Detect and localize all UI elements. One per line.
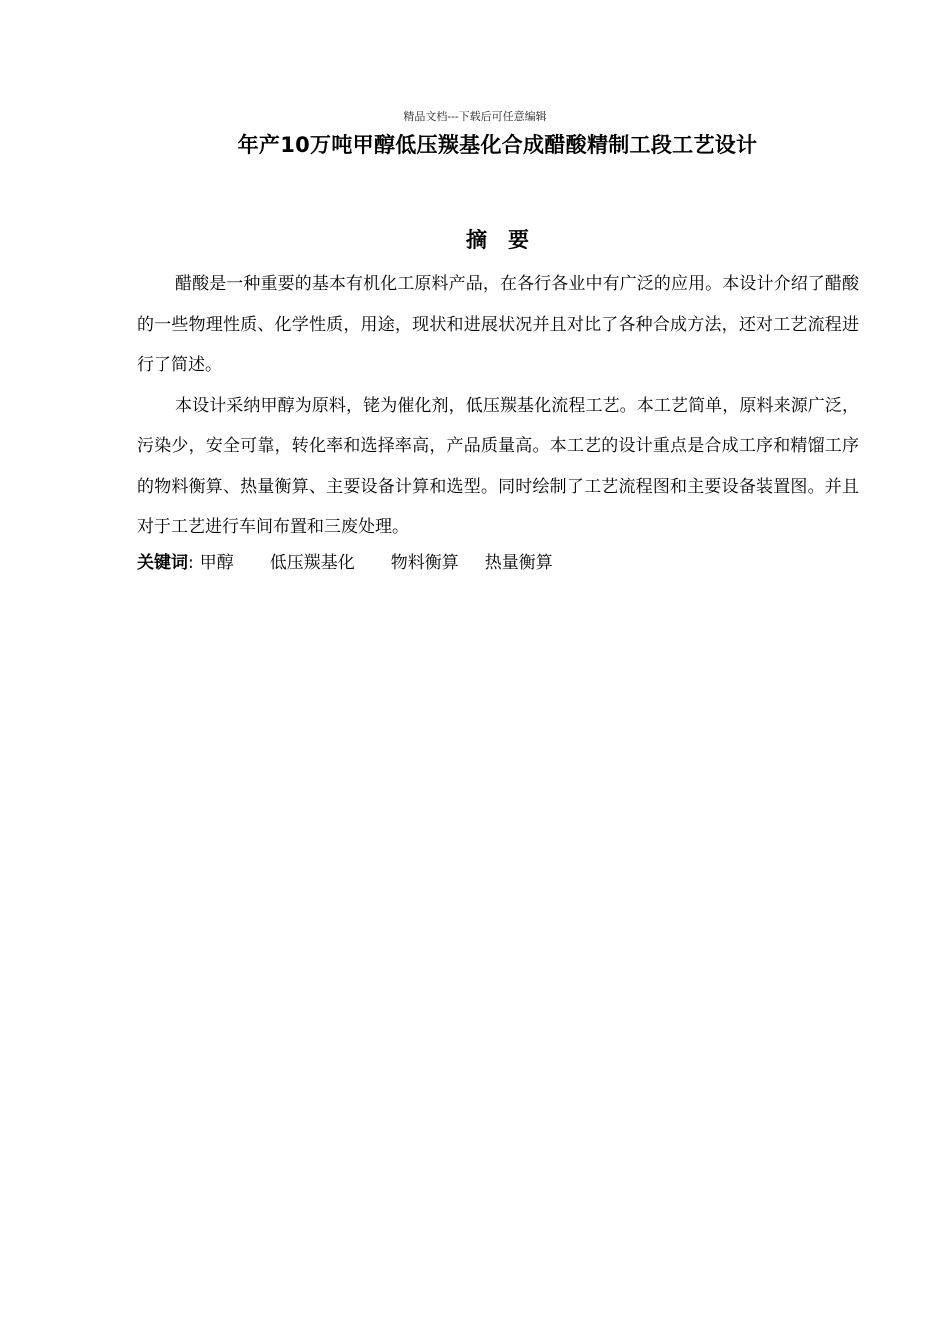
abstract-heading: 摘 要 [466,228,529,252]
keywords-line [137,547,859,579]
keyword-item: 热量衡算 [484,553,553,573]
abstract-paragraph: 本设计采纳甲醇为原料，铑为催化剂，低压羰基化流程工艺。本工艺简单，原料来源广泛，污染少，安全可靠，转化率和选择率高，产品质量高。本工艺的设计重点是合成工序和精馏工序的物料衡算、热量衡算、主要设备计算和选型。同时绘制了工艺流程图和主要设备装置图。并且对于工艺进行车间布置和三废处理。 [137,395,859,537]
abstract-body [137,264,859,548]
keywords-colon: : [188,553,194,573]
keyword-item: 物料衡算 [390,553,459,573]
keyword-item: 甲醇 [199,553,234,573]
keywords-label: 关键词 [137,553,188,573]
document-title: 年产10万吨甲醇低压羰基化合成醋酸精制工段工艺设计 [237,133,758,157]
abstract-paragraph: 醋酸是一种重要的基本有机化工原料产品，在各行各业中有广泛的应用。本设计介绍了醋酸的一些物理性质、化学性质，用途，现状和进展状况并且对比了各种合成方法，还对工艺流程进行了简述。 [137,274,859,375]
keyword-item: 低压羰基化 [269,553,355,573]
header-note: 精品文档---下载后可任意编辑 [403,110,547,123]
